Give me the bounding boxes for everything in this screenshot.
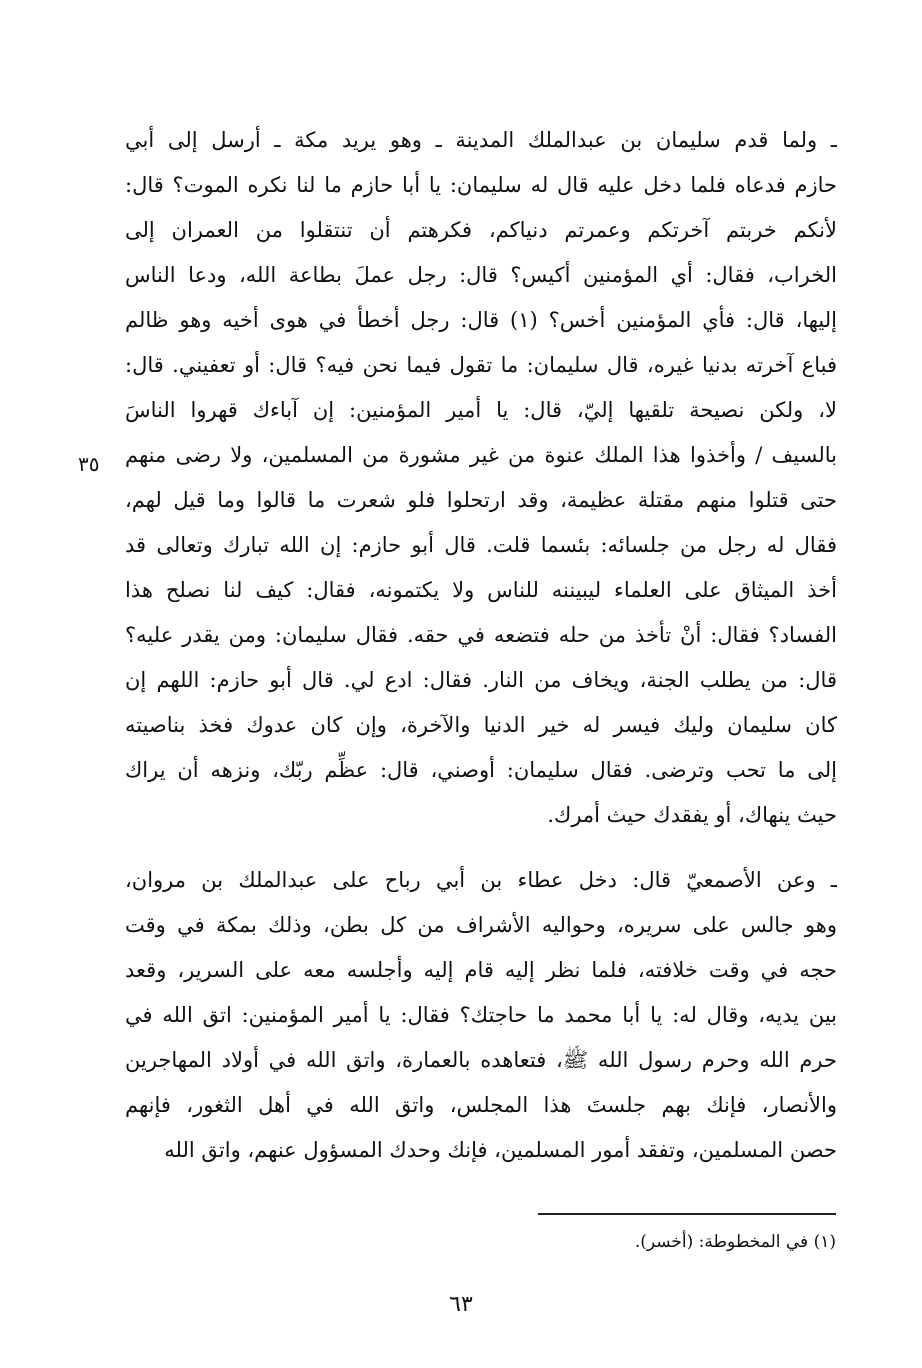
- text-line: لا، ولكن نصيحة تلقيها إليّ، قال: يا أمير المؤمنين: إن آباءك قهروا الناسَ: [125, 398, 837, 422]
- text-line: فباع آخرته بدنيا غيره، قال سليمان: ما تقول فيما نحن فيه؟ قال: أو تعفيني. قال:: [125, 353, 837, 377]
- text-line: ـ ولما قدم سليمان بن عبدالملك المدينة ـ وهو يريد مكة ـ أرسل إلى أبي: [125, 128, 837, 152]
- text-line: الفساد؟ فقال: أنْ تأخذ من حله فتضعه في حقه. فقال سليمان: ومن يقدر عليه؟: [125, 623, 837, 647]
- text-line: حصن المسلمين، وتفقد أمور المسلمين، فإنك وحدك المسؤول عنهم، واتق الله: [164, 1138, 837, 1162]
- text-line: فقال له رجل من جلسائه: بئسما قلت. قال أبو حازم: إن الله تبارك وتعالى قد: [125, 533, 837, 557]
- text-line: والأنصار، فإنك بهم جلستَ هذا المجلس، واتق الله في أهل الثغور، فإنهم: [125, 1093, 837, 1117]
- text-line: حجه في وقت خلافته، فلما نظر إليه قام إليه وأجلسه معه على السرير، وقعد: [125, 958, 837, 982]
- footnote-separator: [538, 1213, 836, 1215]
- text-line: لأنكم خربتم آخرتكم وعمرتم دنياكم، فكرهتم أن تنتقلوا من العمران إلى: [125, 218, 837, 242]
- text-line: قال: من يطلب الجنة، ويخاف من النار. فقال: ادع لي. قال أبو حازم: اللهم إن: [125, 668, 837, 692]
- text-line: حرم الله وحرم رسول الله ﷺ، فتعاهده بالعمارة، واتق الله في أولاد المهاجرين: [125, 1048, 837, 1072]
- text-line: إليها، قال: فأي المؤمنين أخس؟ (١) قال: رجل أخطأ في هوى أخيه وهو ظالم: [125, 308, 837, 332]
- text-line: أخذ الميثاق على العلماء ليبيننه للناس ولا يكتمونه، فقال: كيف لنا نصلح هذا: [125, 578, 837, 602]
- text-line: حتى قتلوا منهم مقتلة عظيمة، وقد ارتحلوا فلو شعرت ما قالوا وما قيل لهم،: [125, 488, 837, 512]
- paragraph: [125, 118, 837, 838]
- page-number: ٦٣: [449, 1292, 473, 1317]
- footnote: (١) في المخطوطة: (أخسر).: [634, 1232, 836, 1252]
- text-line: وهو جالس على سريره، وحواليه الأشراف من كل بطن، وذلك بمكة في وقت: [125, 913, 837, 937]
- text-line: كان سليمان وليك فيسر له خير الدنيا والآخرة، وإن كان عدوك فخذ بناصيته: [125, 713, 837, 737]
- paragraph-gap: [125, 838, 837, 858]
- manuscript-page-marker: ٣٥: [78, 452, 100, 476]
- main-text: [125, 118, 837, 1173]
- text-line: بالسيف / وأخذوا هذا الملك عنوة من غير مشورة من المسلمين، ولا رضى منهم: [125, 443, 837, 467]
- text-line: بين يديه، وقال له: يا أبا محمد ما حاجتك؟ فقال: يا أمير المؤمنين: اتق الله في: [125, 1003, 837, 1027]
- paragraph: [125, 858, 837, 1173]
- text-line: حازم فدعاه فلما دخل عليه قال له سليمان: يا أبا حازم ما لنا نكره الموت؟ قال:: [125, 173, 837, 197]
- text-line: الخراب، فقال: أي المؤمنين أكيس؟ قال: رجل عملَ بطاعة الله، ودعا الناس: [125, 263, 837, 287]
- text-line: حيث ينهاك، أو يفقدك حيث أمرك.: [547, 803, 837, 827]
- text-line: ـ وعن الأصمعيّ قال: دخل عطاء بن أبي رباح على عبدالملك بن مروان،: [125, 868, 837, 892]
- text-line: إلى ما تحب وترضى. فقال سليمان: أوصني، قال: عظِّم ربّك، ونزهه أن يراك: [125, 758, 837, 782]
